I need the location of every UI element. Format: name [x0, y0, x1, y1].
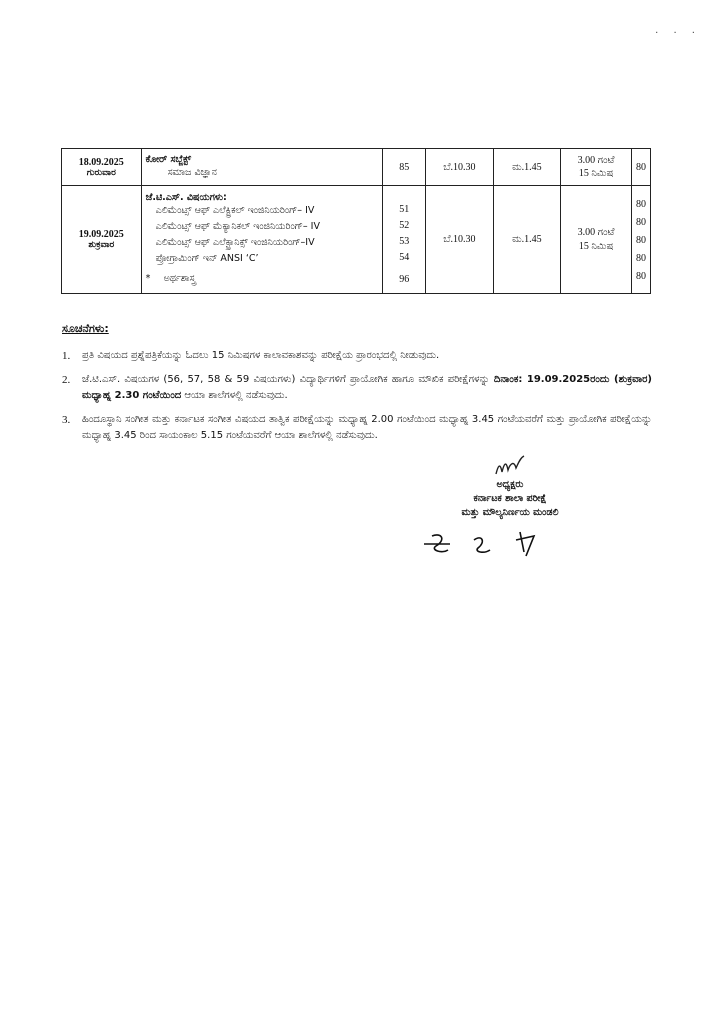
asterisk-mark: *: [145, 273, 151, 284]
board-name-line1: ಕರ್ನಾಟಕ ಶಾಲಾ ಪರೀಕ್ಷೆ: [473, 493, 547, 504]
start-time: ಬೆ.10.30: [426, 186, 494, 294]
subject-codes-cell: [383, 186, 426, 294]
subject-code: 54: [399, 251, 410, 263]
subject-cell: [141, 149, 383, 186]
note-text: ಪ್ರತಿ ವಿಷಯದ ಪ್ರಶ್ನೆಪತ್ರಿಕೆಯನ್ನು ಓದಲು 15 ನಿಮಿಷಗಳ ಕಾಲಾವಕಾಶವನ್ನು ಪರೀಕ್ಷೆಯ ಪ್ರಾರಂಭದಲ್ಲಿ ನೀಡುವುದು.: [82, 350, 440, 361]
notes-list: [62, 348, 652, 452]
max-marks: 80: [632, 149, 651, 186]
table-row: [62, 186, 651, 294]
start-time: ಬೆ.10.30: [426, 149, 494, 186]
list-item: [62, 348, 652, 364]
corner-marks: · · ·: [655, 28, 701, 39]
exam-timetable: [61, 148, 651, 294]
subject-group-heading: ಜೆ.ಟಿ.ಎಸ್. ವಿಷಯಗಳು:: [145, 192, 227, 203]
exam-date: 18.09.2025: [78, 156, 124, 168]
date-cell: [62, 186, 142, 294]
subject-code: 96: [399, 273, 410, 285]
board-name-line2: ಮತ್ತು ಮೌಲ್ಯನಿರ್ಣಯ ಮಂಡಲಿ: [461, 507, 559, 518]
subject-name: ಎಲಿಮೆಂಟ್ಸ್ ಆಫ್ ಮೆಕ್ಯಾನಿಕಲ್ ಇಂಜಿನಿಯರಿಂಗ್– IV: [155, 221, 320, 232]
duration-hours: 3.00 ಗಂಟೆ: [577, 154, 615, 166]
subject-name: ಪ್ರೋಗ್ರಾಮಿಂಗ್ ಇನ್ ANSI ‘C’: [155, 253, 259, 264]
subject-code: 52: [399, 219, 410, 231]
subject-name: ಎಲಿಮೆಂಟ್ಸ್ ಆಫ್ ಎಲೆಕ್ಟ್ರಿಕಲ್ ಇಂಜಿನಿಯರಿಂಗ್– IV: [155, 205, 315, 216]
duration-cell: [561, 149, 632, 186]
max-marks: 80: [636, 198, 646, 210]
list-item: [62, 412, 652, 444]
subject-name: ಎಲಿಮೆಂಟ್ಸ್ ಆಫ್ ಎಲೆಕ್ಟ್ರಾನಿಕ್ಸ್ ಇಂಜಿನಿಯರಿಂಗ್–IV: [155, 237, 315, 248]
exam-day: ಶುಕ್ರವಾರ: [88, 240, 115, 250]
duration-hours: 3.00 ಗಂಟೆ: [577, 227, 615, 238]
note-number: 1.: [62, 350, 71, 362]
date-cell: [62, 149, 142, 186]
notes-heading: ಸೂಚನೆಗಳು:: [62, 322, 109, 335]
subject-group-heading: ಕೋರ್ ಸಬ್ಜೆಕ್ಟ್: [145, 153, 192, 165]
duration-minutes: 15 ನಿಮಿಷ: [578, 168, 614, 179]
note-text: ಆಯಾ ಶಾಲೆಗಳಲ್ಲಿ ನಡೆಸುವುದು.: [181, 390, 288, 401]
list-item: [62, 372, 652, 404]
handwritten-signature: [420, 526, 560, 560]
note-number: 2.: [62, 374, 71, 386]
marks-cell: [632, 186, 651, 294]
exam-day: ಗುರುವಾರ: [86, 167, 116, 178]
max-marks: 80: [636, 270, 646, 282]
subject-name: ಸಮಾಜ ವಿಜ್ಞಾನ: [167, 166, 217, 178]
max-marks: 80: [636, 216, 646, 228]
signatory-title: ಅಧ್ಯಕ್ಷರು: [496, 479, 524, 490]
subject-code: 53: [399, 235, 410, 247]
table-row: [62, 149, 651, 186]
subject-code: 85: [383, 149, 426, 186]
duration-minutes: 15 ನಿಮಿಷ: [578, 240, 614, 252]
subject-cell: [141, 186, 383, 294]
max-marks: 80: [636, 234, 646, 246]
subject-name: ಅರ್ಥಶಾಸ್ತ್ರ: [163, 273, 196, 284]
note-number: 3.: [62, 414, 71, 426]
exam-date: 19.09.2025: [78, 229, 124, 240]
handwritten-initials: [490, 452, 530, 478]
end-time: ಮ.1.45: [493, 149, 560, 186]
subject-code: 51: [399, 203, 410, 215]
duration-cell: [561, 186, 632, 294]
note-text: ಜೆ.ಟಿ.ಎಸ್. ವಿಷಯಗಳ (56, 57, 58 & 59 ವಿಷಯಗಳು) ವಿದ್ಯಾರ್ಥಿಗಳಿಗೆ ಪ್ರಾಯೋಗಿಕ ಹಾಗೂ ಮೌಖಿಕ ಪರೀಕ್ಷೆಗಳನ್ನು: [82, 374, 490, 385]
end-time: ಮ.1.45: [493, 186, 560, 294]
max-marks: 80: [636, 252, 646, 264]
note-text-bold: ದಿನಾಂಕ: 19.09.2025ರಂದು (ಶುಕ್ರವಾರ) ಮಧ್ಯಾಹ್ನ 2.30 ಗಂಟೆಯಿಂದ: [82, 374, 652, 401]
signature-block: [440, 452, 580, 520]
note-text: ಹಿಂದೂಸ್ಥಾನಿ ಸಂಗೀತ ಮತ್ತು ಕರ್ನಾಟಕ ಸಂಗೀತ ವಿಷಯದ ತಾತ್ವಿಕ ಪರೀಕ್ಷೆಯನ್ನು ಮಧ್ಯಾಹ್ನ 2.00 ಗಂಟೆಯಿಂದ ಮಧ್ಯಾಹ್ನ 3.45 ಗಂಟೆಯವರೆಗೆ ಮತ್ತು ಪ್ರಾಯೋಗಿಕ ಪರೀಕ್ಷೆಯನ್ನು ಮಧ್ಯಾಹ್ನ 3.45 ರಿಂದ ಸಾಯಂಕಾಲ 5.15 ಗಂಟೆಯವರೆಗೆ ಆಯಾ ಶಾಲೆಗಳಲ್ಲಿ ನಡೆಸುವುದು.: [82, 414, 652, 441]
